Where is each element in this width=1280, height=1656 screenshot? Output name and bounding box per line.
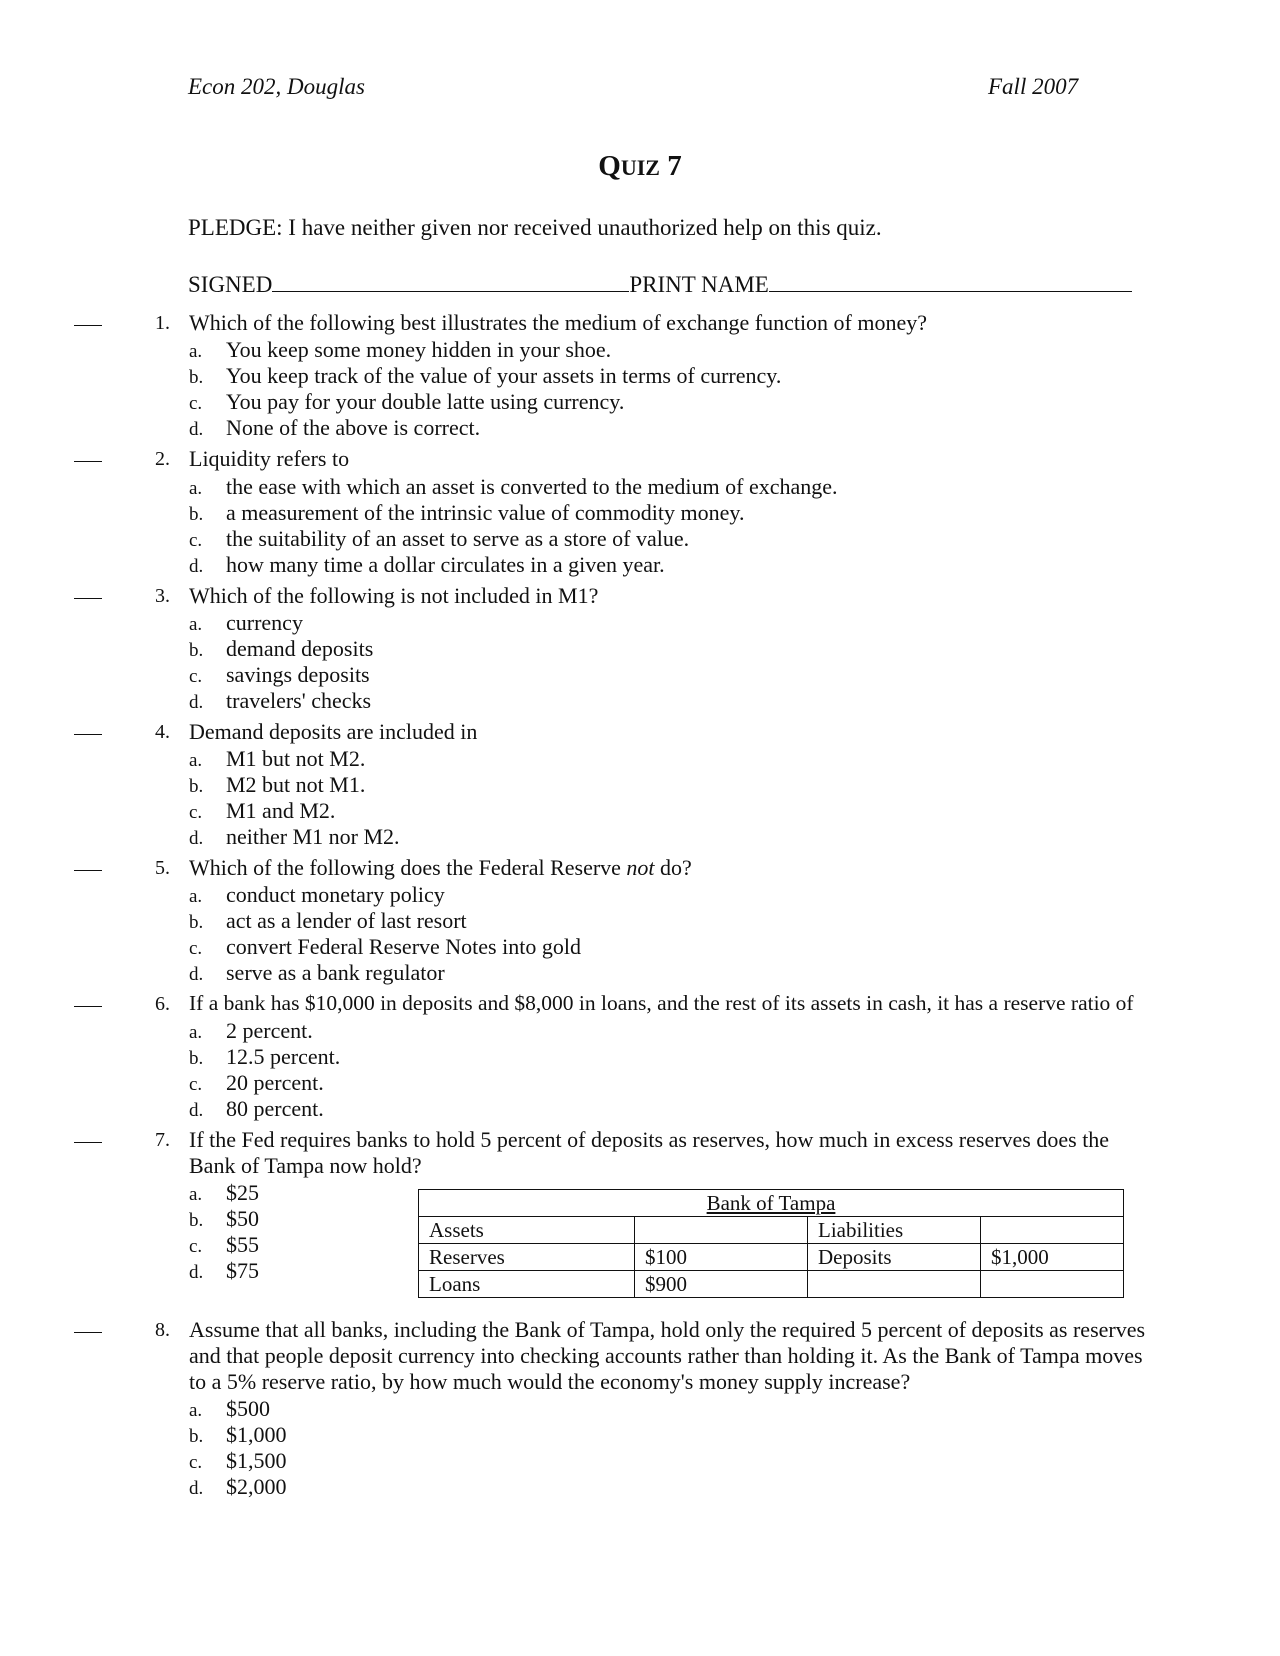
option-text: serve as a bank regulator <box>226 960 445 985</box>
option <box>189 474 838 500</box>
option-letter: d. <box>189 1478 204 1499</box>
option <box>189 610 303 636</box>
option-text: You keep track of the value of your assets in terms of currency. <box>226 363 782 388</box>
option-letter: a. <box>189 750 203 771</box>
question-number: 8. <box>155 1319 170 1341</box>
print-name-line[interactable] <box>769 271 1132 292</box>
option-letter: b. <box>189 1048 204 1069</box>
answer-blank-4[interactable] <box>74 716 102 735</box>
option <box>189 882 445 908</box>
option-letter: d. <box>189 692 204 713</box>
option <box>189 500 744 526</box>
option-letter: b. <box>189 504 204 525</box>
option-letter: a. <box>189 341 203 362</box>
table-cell: Reserves <box>419 1244 635 1271</box>
question-number: 1. <box>155 312 170 334</box>
bank-balance-sheet <box>418 1189 1124 1298</box>
option-letter: a. <box>189 614 203 635</box>
option <box>189 688 371 714</box>
print-name-label: PRINT NAME <box>629 272 769 297</box>
option <box>189 552 665 578</box>
option-text: how many time a dollar circulates in a given year. <box>226 552 665 577</box>
option-text: $75 <box>226 1258 259 1283</box>
option-letter: d. <box>189 964 204 985</box>
answer-blank-2[interactable] <box>74 443 102 462</box>
question-stem: Which of the following is not included in M1? <box>189 583 599 608</box>
option-letter: c. <box>189 666 203 687</box>
option-text: the ease with which an asset is converted to the medium of exchange. <box>226 474 838 499</box>
question-stem-cont: and that people deposit currency into checking accounts rather than holding it. As the Bank of Tampa moves <box>189 1343 1143 1368</box>
option-text: $50 <box>226 1206 259 1231</box>
table-cell <box>808 1271 981 1298</box>
question-stem-cont: to a 5% reserve ratio, by how much would the economy's money supply increase? <box>189 1369 911 1394</box>
option-letter: d. <box>189 828 204 849</box>
option-text: travelers' checks <box>226 688 372 713</box>
answer-blank-7[interactable] <box>74 1124 102 1143</box>
table-cell: $1,000 <box>981 1244 1124 1271</box>
option-letter: c. <box>189 393 203 414</box>
option-text: 80 percent. <box>226 1096 324 1121</box>
table-cell: Liabilities <box>808 1217 981 1244</box>
option <box>189 1448 287 1474</box>
question-stem-cont: Bank of Tampa now hold? <box>189 1153 422 1178</box>
term-header: Fall 2007 <box>988 74 1079 99</box>
signature-line[interactable] <box>272 271 629 292</box>
option-text: You pay for your double latte using currency. <box>226 389 625 414</box>
option-text: a measurement of the intrinsic value of commodity money. <box>226 500 745 525</box>
answer-blank-1[interactable] <box>74 307 102 326</box>
option-text: 2 percent. <box>226 1018 313 1043</box>
table-cell: Loans <box>419 1271 635 1298</box>
option <box>189 746 365 772</box>
option-text: conduct monetary policy <box>226 882 445 907</box>
option-letter: a. <box>189 1184 203 1205</box>
option-letter: b. <box>189 912 204 933</box>
table-cell: $900 <box>635 1271 808 1298</box>
option <box>189 1258 259 1284</box>
option-letter: b. <box>189 776 204 797</box>
option-text: M1 and M2. <box>226 798 336 823</box>
option <box>189 772 365 798</box>
answer-blank-5[interactable] <box>74 852 102 871</box>
option-letter: c. <box>189 802 203 823</box>
option-text: demand deposits <box>226 636 374 661</box>
option-text: the suitability of an asset to serve as a store of value. <box>226 526 690 551</box>
question-number: 5. <box>155 857 170 879</box>
answer-blank-6[interactable] <box>74 988 102 1007</box>
option-text: $25 <box>226 1180 259 1205</box>
option-text: M2 but not M1. <box>226 772 366 797</box>
option-text: 20 percent. <box>226 1070 324 1095</box>
table-cell <box>981 1271 1124 1298</box>
option <box>189 960 445 986</box>
option <box>189 1096 324 1122</box>
option-letter: c. <box>189 1452 203 1473</box>
option <box>189 1070 324 1096</box>
signed-label: SIGNED <box>188 272 273 297</box>
page-title: QUIZ 7 <box>598 150 682 182</box>
option <box>189 908 467 934</box>
option <box>189 934 581 960</box>
question-stem: Which of the following best illustrates the medium of exchange function of money? <box>189 310 928 335</box>
option <box>189 824 400 850</box>
answer-blank-8[interactable] <box>74 1314 102 1333</box>
option-text: savings deposits <box>226 662 370 687</box>
option-letter: a. <box>189 1022 203 1043</box>
table-cell: Assets <box>419 1217 635 1244</box>
option <box>189 1044 340 1070</box>
option-text: $55 <box>226 1232 259 1257</box>
option <box>189 363 781 389</box>
option-letter: d. <box>189 419 204 440</box>
option-text: 12.5 percent. <box>226 1044 341 1069</box>
table-cell: Deposits <box>808 1244 981 1271</box>
option-letter: c. <box>189 1074 203 1095</box>
option-text: You keep some money hidden in your shoe. <box>226 337 612 362</box>
question-stem: Assume that all banks, including the Bank of Tampa, hold only the required 5 percent of deposits as reserves <box>189 1317 1146 1342</box>
option <box>189 1206 259 1232</box>
option-letter: b. <box>189 367 204 388</box>
option-letter: d. <box>189 1100 204 1121</box>
option-letter: a. <box>189 478 203 499</box>
question-stem: Liquidity refers to <box>189 446 350 471</box>
option <box>189 415 480 441</box>
option <box>189 1018 313 1044</box>
table-cell <box>981 1217 1124 1244</box>
option-text: $2,000 <box>226 1474 287 1499</box>
option-text: None of the above is correct. <box>226 415 481 440</box>
pledge-text: PLEDGE: I have neither given nor received unauthorized help on this quiz. <box>188 215 882 240</box>
option-letter: b. <box>189 1426 204 1447</box>
question-number: 3. <box>155 585 170 607</box>
table-cell: $100 <box>635 1244 808 1271</box>
option <box>189 1232 259 1258</box>
option-text: neither M1 nor M2. <box>226 824 400 849</box>
option-letter: c. <box>189 1236 203 1257</box>
option-letter: b. <box>189 640 204 661</box>
option-letter: b. <box>189 1210 204 1231</box>
signature-row <box>188 271 1132 298</box>
question-stem: Demand deposits are included in <box>189 719 478 744</box>
option <box>189 662 370 688</box>
option-text: act as a lender of last resort <box>226 908 467 933</box>
option-letter: d. <box>189 1262 204 1283</box>
answer-blank-3[interactable] <box>74 580 102 599</box>
question-stem: If a bank has $10,000 in deposits and $8,000 in loans, and the rest of its assets in cash, it has a reserve ratio of <box>189 991 1134 1015</box>
balance-sheet-title: Bank of Tampa <box>419 1190 1124 1217</box>
option <box>189 1474 287 1500</box>
option <box>189 798 335 824</box>
option <box>189 1180 259 1206</box>
course-header: Econ 202, Douglas <box>188 74 365 99</box>
option-letter: d. <box>189 556 204 577</box>
option <box>189 636 373 662</box>
option-text: currency <box>226 610 303 635</box>
option-text: $1,500 <box>226 1448 287 1473</box>
option <box>189 337 611 363</box>
option-text: $1,000 <box>226 1422 287 1447</box>
option-letter: a. <box>189 1400 203 1421</box>
question-stem: If the Fed requires banks to hold 5 percent of deposits as reserves, how much in excess reserves does the <box>189 1127 1110 1152</box>
question-number: 6. <box>155 993 170 1015</box>
option <box>189 1396 270 1422</box>
option-text: $500 <box>226 1396 270 1421</box>
table-cell <box>635 1217 808 1244</box>
option <box>189 526 689 552</box>
option-text: M1 but not M2. <box>226 746 366 771</box>
question-stem: Which of the following does the Federal Reserve not do? <box>189 855 692 880</box>
question-number: 4. <box>155 721 170 743</box>
option-text: convert Federal Reserve Notes into gold <box>226 934 581 959</box>
question-number: 7. <box>155 1129 170 1151</box>
option-letter: c. <box>189 938 203 959</box>
question-number: 2. <box>155 448 170 470</box>
option <box>189 1422 287 1448</box>
option-letter: c. <box>189 530 203 551</box>
option-letter: a. <box>189 886 203 907</box>
option <box>189 389 624 415</box>
